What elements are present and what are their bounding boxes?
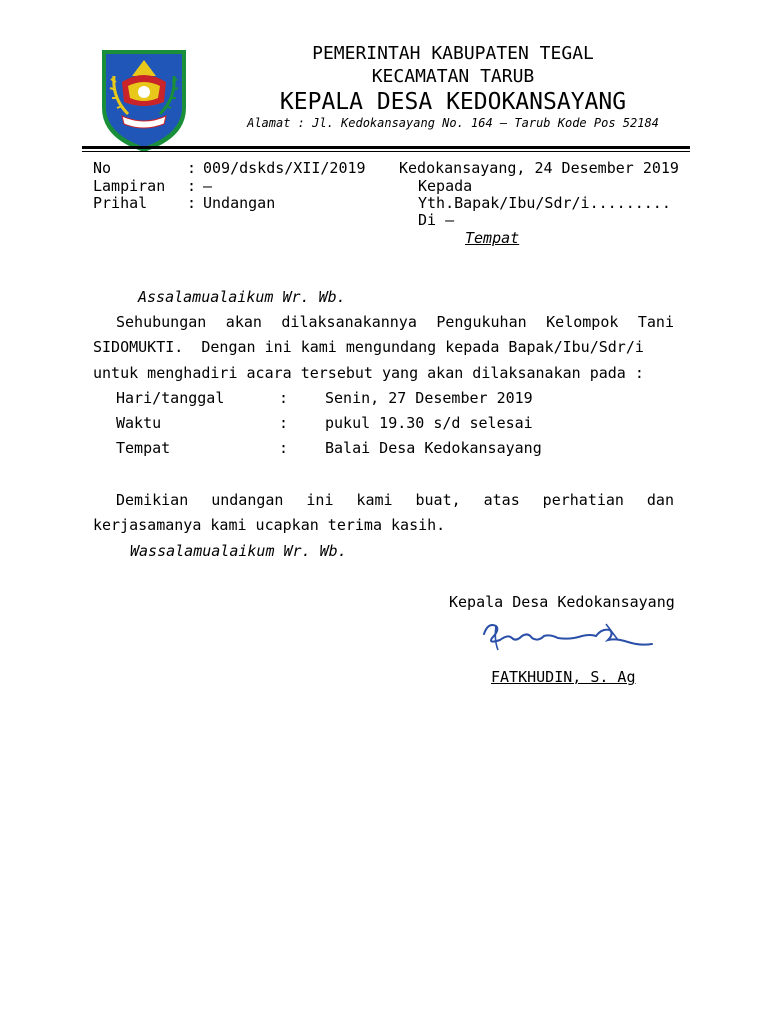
recipient-tempat: Tempat (465, 229, 520, 247)
detail-date-sep: : (279, 389, 289, 407)
meta-prihal-sep: : (187, 194, 197, 212)
detail-place-value: Balai Desa Kedokansayang (325, 439, 542, 457)
recipient-kepada: Kepada (418, 177, 473, 195)
kabupaten-tegal-emblem-icon (98, 46, 190, 154)
detail-place-sep: : (279, 439, 289, 457)
paragraph-2-line-2: kerjasamanya kami ucapkan terima kasih. (93, 516, 446, 534)
recipient-di: Di – (418, 211, 455, 229)
greeting: Assalamualaikum Wr. Wb. (138, 288, 346, 306)
closing-greeting: Wassalamualaikum Wr. Wb. (130, 542, 347, 560)
meta-prihal-value: Undangan (203, 194, 276, 212)
header-district: KECAMATAN TARUB (371, 66, 535, 87)
meta-lampiran-value: – (203, 177, 213, 195)
header-village-head: KEPALA DESA KEDOKANSAYANG (279, 89, 627, 115)
header-divider-thin (82, 151, 690, 152)
detail-place-label: Tempat (116, 439, 171, 457)
detail-time-sep: : (279, 414, 289, 432)
handwritten-signature-icon (478, 616, 656, 652)
place-date: Kedokansayang, 24 Desember 2019 (399, 159, 679, 177)
paragraph-1-line-1: Sehubungan akan dilaksanakannya Pengukuhan Kelompok Tani (116, 313, 674, 331)
meta-prihal-label: Prihal (93, 194, 148, 212)
detail-time-label: Waktu (116, 414, 162, 432)
paragraph-1-line-3: untuk menghadiri acara tersebut yang akan dilaksanakan pada : (93, 364, 644, 382)
signature-title: Kepala Desa Kedokansayang (449, 593, 675, 611)
detail-date-value: Senin, 27 Desember 2019 (325, 389, 533, 407)
paragraph-1-line-2: SIDOMUKTI. Dengan ini kami mengundang kepada Bapak/Ibu/Sdr/i (93, 338, 644, 356)
meta-no-label: No (93, 159, 112, 177)
paragraph-2-line-1: Demikian undangan ini kami buat, atas perhatian dan (116, 491, 674, 509)
header-divider-thick (82, 146, 690, 149)
detail-date-label: Hari/tanggal (116, 389, 225, 407)
header-address: Alamat : Jl. Kedokansayang No. 164 – Tarub Kode Pos 52184 (247, 116, 659, 130)
detail-time-value: pukul 19.30 s/d selesai (325, 414, 533, 432)
recipient-yth: Yth.Bapak/Ibu/Sdr/i......... (418, 194, 671, 212)
meta-lampiran-label: Lampiran (93, 177, 166, 195)
signatory-name: FATKHUDIN, S. Ag (491, 668, 636, 686)
meta-no-sep: : (187, 159, 197, 177)
meta-no-value: 009/dskds/XII/2019 (203, 159, 366, 177)
header-government: PEMERINTAH KABUPATEN TEGAL (312, 43, 594, 64)
meta-lampiran-sep: : (187, 177, 197, 195)
